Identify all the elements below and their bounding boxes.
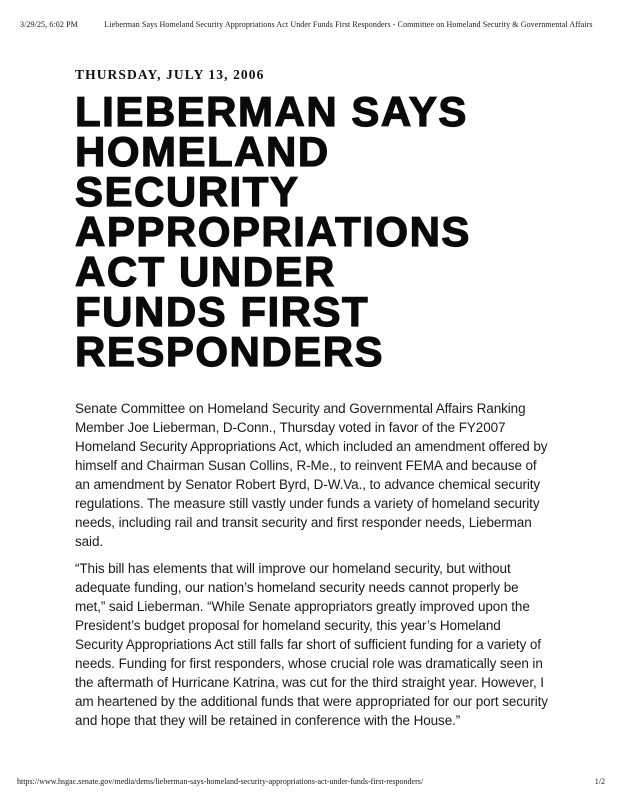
article-paragraph: Senate Committee on Homeland Security and Governmental Affairs Ranking Member Joe Lieberman, D-Conn., Thursday voted in favor of the FY2007 Homeland Security Appropriations Act, which included an amendment offered by himself and Chairman Susan Collins, R-Me., to reinvent FEMA and because of an amendment by Senator Robert Byrd, D-W.Va., to advance chemical security regulations. The measure still vastly under funds a variety of homeland security needs, including rail and transit security and first responder needs, Lieberman said. [75, 401, 548, 549]
article-paragraph: “This bill has elements that will improve our homeland security, but without adequate funding, our nation’s homeland security needs cannot properly be met,” said Lieberman. “While Senate appropriators greatly improved upon the President’s budget proposal for homeland security, this year’s Homeland Security Appropriations Act still falls far short of sufficient funding for a variety of needs. Funding for first responders, whose crucial role was dramatically seen in the aftermath of Hurricane Katrina, was cut for the third straight year. However, I am heartened by the additional funds that were appropriated for our port security and hope that they will be retained in conference with the House.” [75, 561, 548, 728]
print-document-title: Lieberman Says Homeland Security Appropriations Act Under Funds First Responders - Committee on Homeland Security & Governmental Affairs [104, 20, 593, 29]
print-header [20, 20, 605, 29]
headline-line: APPROPRIATIONS [75, 208, 471, 255]
headline-line: HOMELAND [75, 128, 330, 175]
print-timestamp: 3/29/25, 6:02 PM [20, 20, 78, 29]
print-footer [17, 777, 605, 786]
print-page-indicator: 1/2 [594, 777, 605, 786]
headline-line: SECURITY [75, 168, 300, 215]
article-body [75, 399, 551, 730]
article [75, 67, 551, 730]
article-headline [75, 88, 551, 375]
print-url: https://www.hsgac.senate.gov/media/dems/lieberman-says-homeland-security-appropriations-act-under-funds-first-responders/ [17, 777, 424, 786]
headline-line: FUNDS FIRST [75, 288, 370, 335]
headline-line: ACT UNDER [75, 248, 336, 295]
headline-line: RESPONDERS [75, 328, 385, 375]
article-date: THURSDAY, JULY 13, 2006 [75, 67, 265, 82]
headline-line: LIEBERMAN SAYS [75, 88, 468, 135]
